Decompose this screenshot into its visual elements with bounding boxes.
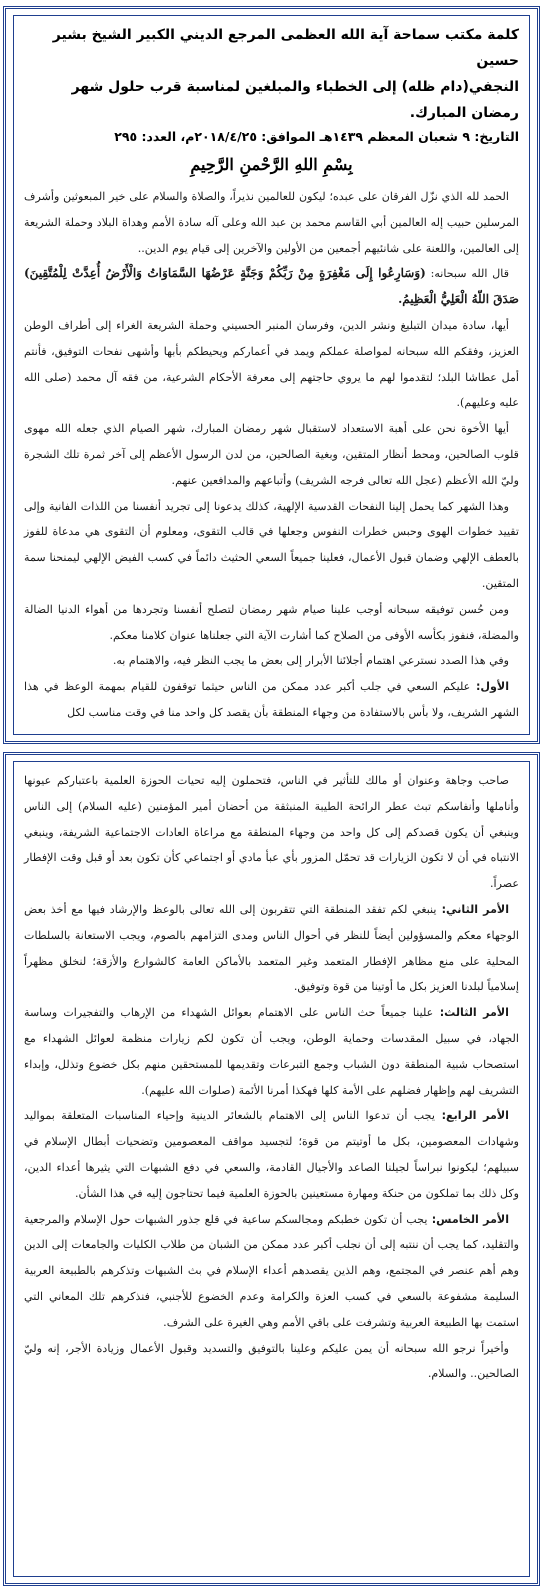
first-point-continuation: صاحب وجاهة وعنوان أو مالك للتأثير في الناس، فتحملون إليه تحيات الحوزة العلمية باعتباركم عيونها وأناملها وأنفاسكم تبث عطر الرائحة الطيبة المنبثقة من أحضان أمير المؤمنين (عليه السلام) إلى الناس وينبغي أن يكون قصدكم إلى كل واحد من وجهاء المنطقة مع مراعاة العادات الاجتماعية الشريفة، وينبغي الانتباه في أن لا تكون الزيارات قد تحمّل المزور بأي عبأ مادي أو اجتماعي كأن تكون بعد أو قبل وقت الإفطار عصراً. [24,774,519,891]
statement-panel-bottom [3,752,540,1586]
statement-title-line1: كلمة مكتب سماحة آية الله العظمى المرجع الديني الكبير الشيخ بشير حسين [52,27,519,69]
quran-verse-paragraph [24,261,519,313]
second-point-paragraph [24,897,519,1000]
piety-paragraph: وهذا الشهر كما يحمل إلينا النفحات القدسية الإلهية، كذلك يدعونا إلى تجريد أنفسنا من اللذات الفانية وإلى تقييد خطوات الهوى وحبس خطرات النفوس وجعلها في قالب التقوى، ومعلوم أن التقوى هي مدعاة للفوز بالعطف الإلهي وضمان قبول الأعمال، فعلينا جميعاً السعي الحثيث دائماً في كسب الفيض الإلهي ليمنحنا سمة المتقين. [24,499,519,590]
fifth-point-paragraph [24,1207,519,1336]
fourth-point-paragraph [24,1103,519,1206]
first-point-text: عليكم السعي في جلب أكبر عدد ممكن من الناس حيثما توقفون للقيام بمهمة الوعظ في هذا الشهر الشريف، ولا بأس بالاستفادة من وجهاء المنطقة بأن يقصد كل واحد منا في وقت مناسب لكل [24,680,519,719]
verse-intro: قال الله سبحانه: [425,267,509,281]
fifth-point-text: يجب أن تكون خطبكم ومجالسكم ساعية في قلع جذور الشبهات حول الإسلام والمرجعية والتقليد، كما يجب أن ننتبه إلى أن نجلب أكبر عدد ممكن من الشبان من طلاب الكليات والجامعات إلى الدين وهم أهم عنصر في المجتمع، وهم الذين يقصدهم أعداء الإسلام في بث الشبهات وتذكرهم بالطبيعة العربية السليمة مشفوعة بالسعي في كسب العزة والكرامة وعدم الخضوع للأجنبي، فنذكرهم تلك المعاني التي استمت بها الطبيعة العربية وتشرفت على باقي الأمم وهي الغيرة على الشرف. [24,1212,519,1329]
opening-praise-paragraph: الحمد لله الذي نزّل الفرقان على عبده؛ ليكون للعالمين نذيراً، والصلاة والسلام على خير المبعوثين وأشرف المرسلين حبيب إله العالمين أبي القاسم محمد بن عبد الله وعلى آله سادة الأمم وهداة البلاد وحملة الشريعة إلى العالمين، واللعنة على شانئيهم أجمعين من الأولين والآخرين إلى قيام يوم الدين.. [24,190,519,255]
statement-frame-bottom [13,761,530,1577]
address-preachers-paragraph: أيها، سادة ميدان التبليغ ونشر الدين، وفرسان المنبر الحسيني وحملة الشريعة الغراء إلى أطراف الوطن العزيز، وفقكم الله سبحانه لمواصلة عملكم ويمد في أعماركم ويحيطكم بأبها وأشهى نفحات التوفيق، فأنتم أمل عطاشا البلد؛ لتقدموا لهم ما يروي حاجتهم إلى معرفة الأحكام الشرعية، من فقه آل محمد (صلى الله عليه وعليهم). [24,318,519,410]
second-point-text: ينبغي لكم تفقد المنطقة التي تتقربون إلى الله تعالى بالوعظ والإرشاد فيها مع أخذ بعض الوجهاء معكم والمسؤولين أيضاً للنظر في أحوال الناس ومدى التزامهم بالصوم، ويجب الاستعانة بالسلطات المحلية على منع مظاهر الإفطار المتعمد وغير المتعمد بالأماكن العامة كالشوارع والأزقة؛ لنخلق مظهراً إسلامياً لبلدنا العزيز بكل ما أوتينا من قوة وتوفيق. [24,902,519,994]
third-point-text: علينا جميعاً حث الناس على الاهتمام بعوائل الشهداء من الإرهاب والتفجيرات وساسة الجهاد، في سبيل المقدسات وحماية الوطن، ويجب أن تكون لكم زيارات منظمة لعوائل الشهداء مع استصحاب شبية المنطقة دون الشباب وجمع التبرعات وتقديمها للمستحقين منهم بكل خضوع وتذلل، وإبداء التشريف لهم وإظهار فضلهم على الأمة كلها فهكذا أمرنا الأئمة (صلوات الله عليهم). [24,1006,519,1097]
statement-title-line2: النجفي(دام ظله) إلى الخطباء والمبلغين لمناسبة قرب حلول شهر رمضان المبارك. [71,79,519,121]
points-intro-paragraph: وفي هذا الصدد نسترعي اهتمام أجلائنا الأبرار إلى بعض ما يجب النظر فيه، والاهتمام به. [112,654,509,668]
fourth-point-label: الأمر الرابع: [434,1109,509,1123]
closing-paragraph: وأخيراً نرجو الله سبحانه أن يمن عليكم وعلينا بالتوفيق والتسديد وقبول الأعمال وزيادة الأجر، إنه وليّ الصالحين.. والسلام. [24,1341,519,1381]
verse-closing: صَدَقَ اللّهُ الْعَلِيُّ الْعَظِيمُ. [398,292,519,307]
fasting-obligation-paragraph: ومن حُسن توفيقه سبحانه أوجب علينا صيام شهر رمضان لتصلح أنفسنا وتجردها من أهواء الدنيا الضالة والمضلة، فنفوز بكأسه الأوفى من الصلاح كما أشارت الآية التي جعلناها عنوان كلامنا معكم. [24,602,519,642]
basmala: بِسْمِ اللهِ الرَّحْمنِ الرَّحِيمِ [190,155,353,174]
first-point-paragraph [24,674,519,726]
third-point-paragraph [24,1000,519,1103]
ramadan-preparation-paragraph: أيها الأخوة نحن على أهبة الاستعداد لاستقبال شهر رمضان المبارك، شهر الصيام الذي جعله الله مهوى قلوب الصالحين، ومحط أنظار المتقين، وبغية الصالحين، من لدن الرسول الأعظم إلى آخر ثمرة تلك الشجرة وليّ الله الأعظم (عجل الله تعالى فرجه الشريف) وأتباعهم والمدافعين عنهم. [24,422,519,487]
fifth-point-label: الأمر الخامس: [427,1212,509,1226]
quran-verse: (وَسَارِعُوا إِلَى مَغْفِرَةٍ مِنْ رَبِّكُمْ وَجَنَّةٍ عَرْضُهَا السَّمَاوَاتُ وَالْأَرْضُ أُعِدَّتْ لِلْمُتَّقِينَ) [24,266,426,281]
fourth-point-text: يجب أن تدعوا الناس إلى الاهتمام بالشعائر الدينية وإحياء المناسبات المتعلقة بمواليد وشهادات المعصومين، بكل ما أوتيتم من قوة؛ لتجسيد مواقف المعصومين وتضحيات أبطال الإسلام في سبيلهم؛ ليكونوا نبراساً لجيلنا الصاعد والأجيال القادمة، والسعي في دفع الشبهات التي يثيرها أعداء الدين، وكل ذلك بما تملكون من حنكة ومهارة مستعينين بالحوزة العلمية فيما تحتاجون إليه في هذا الشأن. [24,1109,519,1200]
statement-date-line: التاريخ: ٩ شعبان المعظم ١٤٣٩هـ الموافق: ٢٠١٨/٤/٢٥م، العدد: ٢٩٥ [114,129,519,144]
statement-panel-top [3,6,540,744]
first-point-label: الأول: [470,680,509,694]
statement-frame-top [13,15,530,735]
second-point-label: الأمر الثاني: [436,902,509,916]
third-point-label: الأمر الثالث: [433,1006,509,1020]
